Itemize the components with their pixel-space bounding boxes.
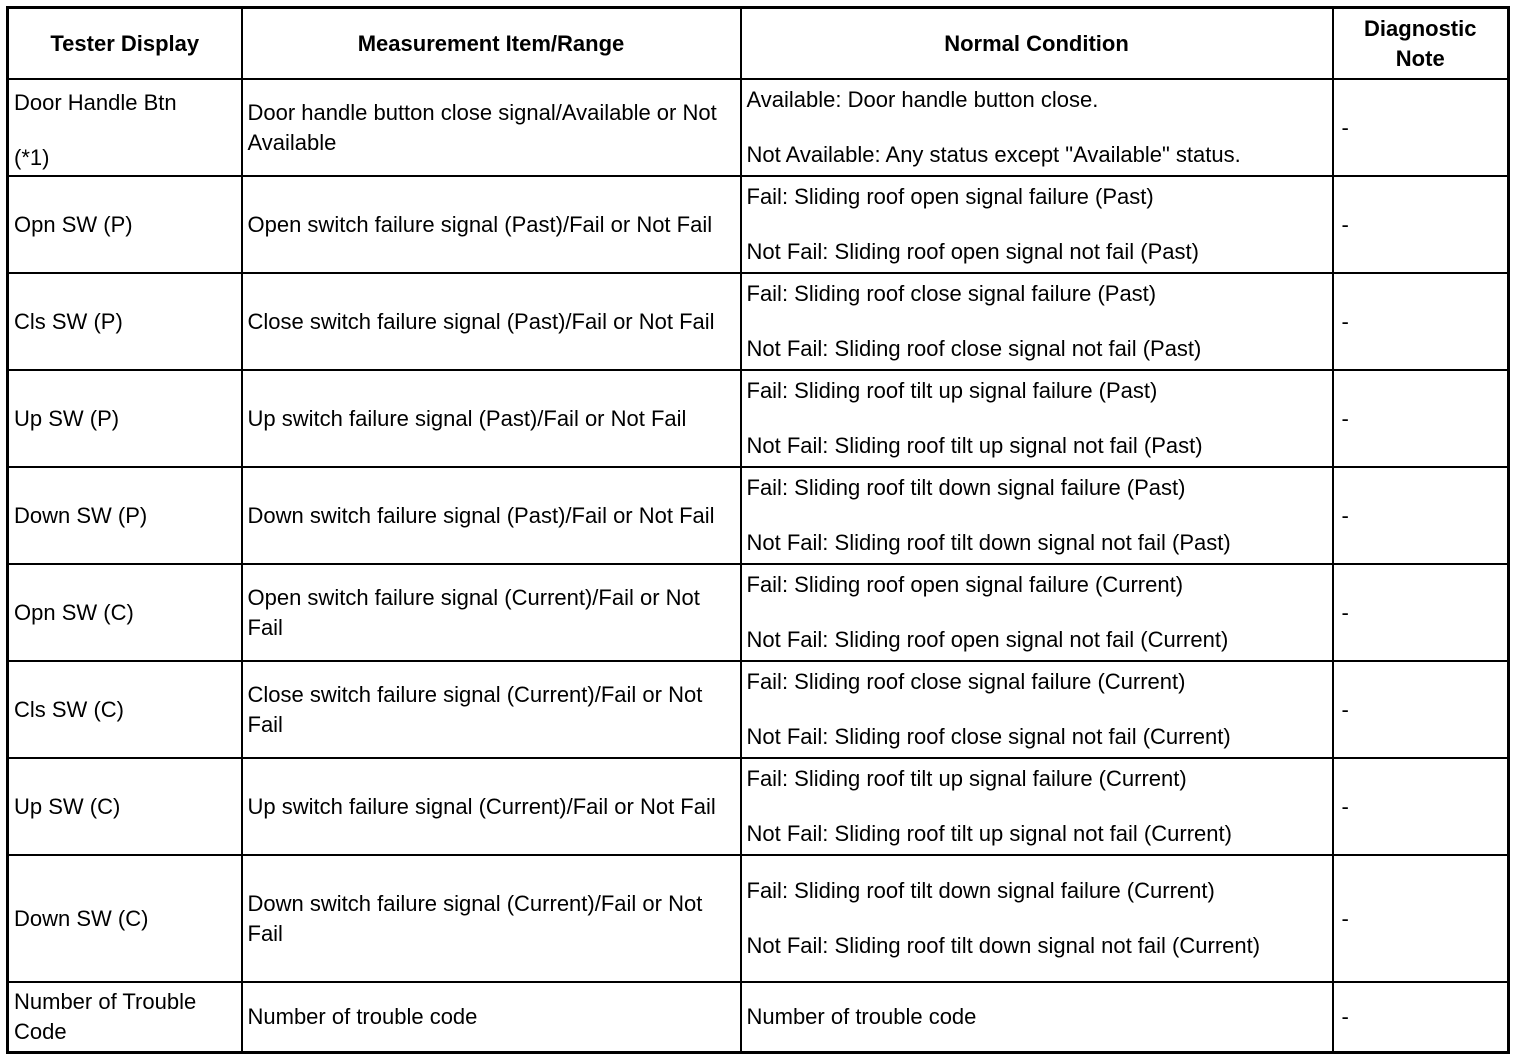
table-row	[8, 79, 1509, 176]
cell-diagnostic-note: -	[1333, 982, 1509, 1052]
condition-line: Not Fail: Sliding roof tilt up signal not fail (Current)	[746, 821, 1232, 846]
cell-tester-display: Down SW (C)	[8, 855, 242, 982]
cell-diagnostic-note: -	[1333, 273, 1509, 370]
header-diagnostic-note	[1333, 8, 1509, 80]
cell-normal-condition	[741, 564, 1333, 661]
cell-normal-condition	[741, 370, 1333, 467]
cell-diagnostic-note: -	[1333, 176, 1509, 273]
header-row	[8, 8, 1509, 80]
table-row	[8, 467, 1509, 564]
cell-measurement: Close switch failure signal (Current)/Fail or Not Fail	[242, 661, 741, 758]
condition-line: Fail: Sliding roof tilt up signal failure (Past)	[746, 378, 1158, 403]
header-tester-display: Tester Display	[8, 8, 242, 80]
cell-tester-display: Cls SW (C)	[8, 661, 242, 758]
cell-diagnostic-note: -	[1333, 758, 1509, 855]
cell-normal-condition	[741, 855, 1333, 982]
condition-line: Available: Door handle button close.	[746, 87, 1099, 112]
condition-line: Not Fail: Sliding roof tilt up signal not fail (Past)	[746, 433, 1203, 458]
cell-measurement: Open switch failure signal (Current)/Fail or Not Fail	[242, 564, 741, 661]
cell-tester-display: Up SW (P)	[8, 370, 242, 467]
condition-line: Not Fail: Sliding roof close signal not fail (Past)	[746, 336, 1202, 361]
condition-line: Not Fail: Sliding roof tilt down signal not fail (Current)	[746, 933, 1261, 958]
cell-tester-display: Opn SW (C)	[8, 564, 242, 661]
cell-measurement: Number of trouble code	[242, 982, 741, 1052]
header-diagnostic-note-line2: Note	[1395, 45, 1445, 71]
header-diagnostic-note-line1: Diagnostic	[1364, 15, 1477, 41]
cell-tester-display: Cls SW (P)	[8, 273, 242, 370]
cell-measurement: Down switch failure signal (Current)/Fail or Not Fail	[242, 855, 741, 982]
cell-measurement: Door handle button close signal/Available or Not Available	[242, 79, 741, 176]
condition-line: Fail: Sliding roof open signal failure (Current)	[746, 572, 1184, 597]
condition-line: Not Fail: Sliding roof close signal not fail (Current)	[746, 724, 1231, 749]
condition-line: Fail: Sliding roof tilt down signal failure (Past)	[746, 475, 1186, 500]
table-row	[8, 273, 1509, 370]
table-row	[8, 661, 1509, 758]
cell-diagnostic-note: -	[1333, 467, 1509, 564]
table-row	[8, 564, 1509, 661]
cell-diagnostic-note: -	[1333, 564, 1509, 661]
cell-measurement: Up switch failure signal (Past)/Fail or Not Fail	[242, 370, 741, 467]
cell-normal-condition	[741, 467, 1333, 564]
condition-line: Not Fail: Sliding roof open signal not fail (Current)	[746, 627, 1229, 652]
cell-normal-condition	[741, 176, 1333, 273]
condition-line: Not Available: Any status except "Available" status.	[746, 142, 1241, 167]
cell-normal-condition	[741, 661, 1333, 758]
cell-tester-display: Number of Trouble Code	[8, 982, 242, 1052]
cell-measurement: Down switch failure signal (Past)/Fail or Not Fail	[242, 467, 741, 564]
data-list-table	[6, 6, 1510, 1054]
cell-normal-condition	[741, 79, 1333, 176]
header-normal-condition: Normal Condition	[741, 8, 1333, 80]
cell-normal-condition: Number of trouble code	[741, 982, 1333, 1052]
condition-line: Fail: Sliding roof tilt up signal failure (Current)	[746, 766, 1187, 791]
condition-line: Fail: Sliding roof open signal failure (Past)	[746, 184, 1154, 209]
header-measurement: Measurement Item/Range	[242, 8, 741, 80]
cell-measurement: Up switch failure signal (Current)/Fail or Not Fail	[242, 758, 741, 855]
table-row	[8, 176, 1509, 273]
condition-line: Not Fail: Sliding roof tilt down signal not fail (Past)	[746, 530, 1231, 555]
condition-line: Fail: Sliding roof close signal failure (Current)	[746, 669, 1186, 694]
table-row	[8, 982, 1509, 1052]
cell-measurement: Close switch failure signal (Past)/Fail or Not Fail	[242, 273, 741, 370]
table-row	[8, 758, 1509, 855]
cell-diagnostic-note: -	[1333, 370, 1509, 467]
condition-line: Fail: Sliding roof tilt down signal failure (Current)	[746, 878, 1215, 903]
cell-diagnostic-note: -	[1333, 661, 1509, 758]
cell-tester-display: Down SW (P)	[8, 467, 242, 564]
tester-footnote: (*1)	[14, 145, 50, 170]
condition-line: Fail: Sliding roof close signal failure (Past)	[746, 281, 1157, 306]
cell-diagnostic-note: -	[1333, 855, 1509, 982]
table-row	[8, 370, 1509, 467]
cell-normal-condition	[741, 273, 1333, 370]
condition-line: Not Fail: Sliding roof open signal not fail (Past)	[746, 239, 1199, 264]
cell-diagnostic-note: -	[1333, 79, 1509, 176]
cell-tester-display: Up SW (C)	[8, 758, 242, 855]
cell-tester-display: Opn SW (P)	[8, 176, 242, 273]
cell-normal-condition	[741, 758, 1333, 855]
tester-label: Door Handle Btn	[14, 90, 177, 115]
cell-tester-display	[8, 79, 242, 176]
table-row	[8, 855, 1509, 982]
cell-measurement: Open switch failure signal (Past)/Fail or Not Fail	[242, 176, 741, 273]
